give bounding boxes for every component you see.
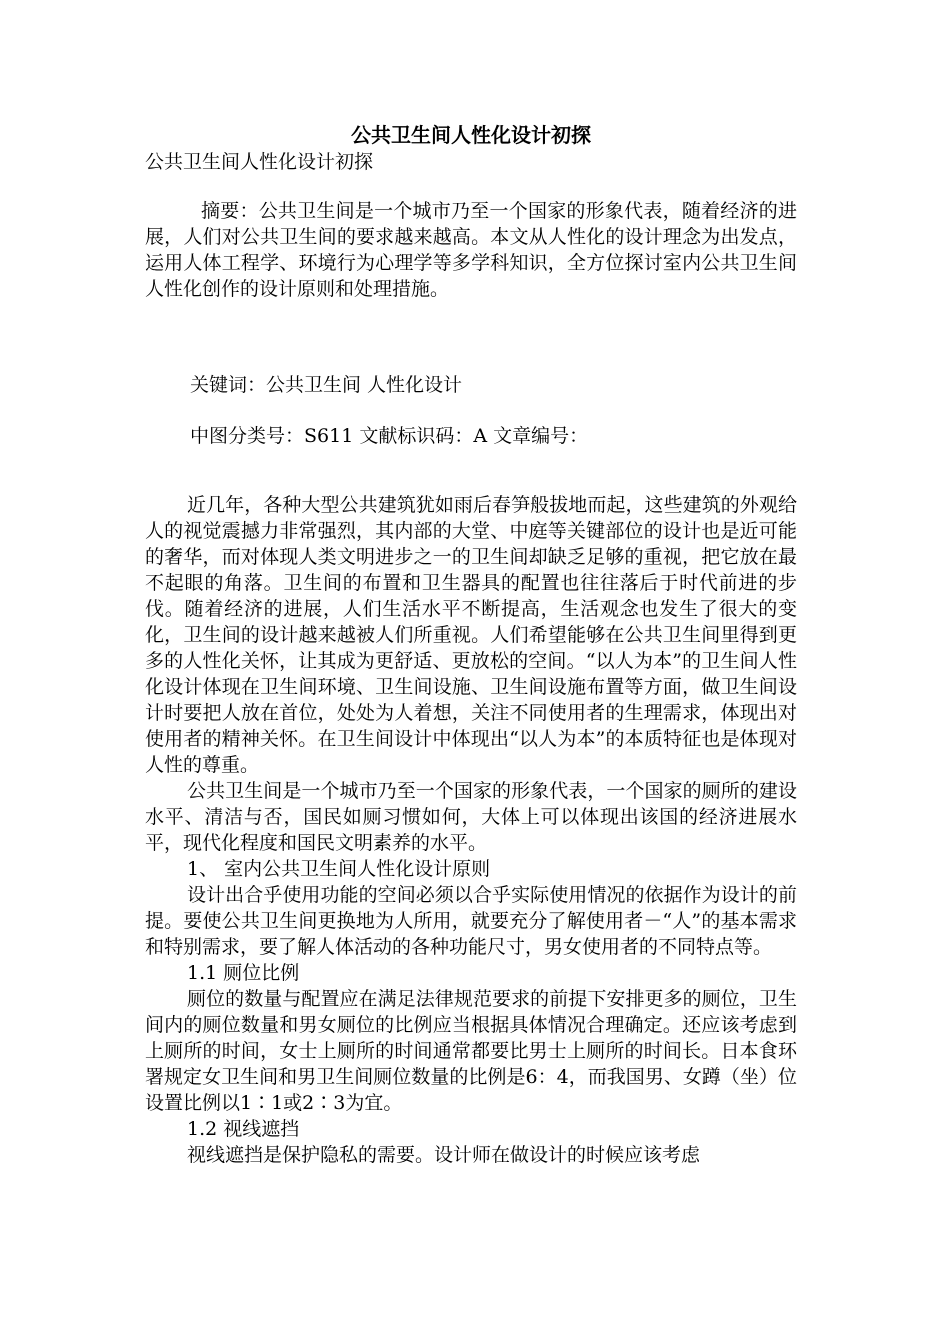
abstract-paragraph: 摘要：公共卫生间是一个城市乃至一个国家的形象代表，随着经济的进展，人们对公共卫生间的要求越来越高。本文从人性化的设计理念为出发点，运用人体工程学、环境行为心理学等多学科知识，全方位探讨室内公共卫生间人性化创作的设计原则和处理措施。 xyxy=(145,200,797,300)
section-heading-1-1: 1.1 厕位比例 xyxy=(187,962,300,984)
body-paragraph-1: 近几年，各种大型公共建筑犹如雨后春笋般拔地而起，这些建筑的外观给人的视觉震撼力非常强烈，其内部的大堂、中庭等关键部位的设计也是近可能的奢华，而对体现人类文明进步之一的卫生间却缺乏足够的重视，把它放在最不起眼的角落。卫生间的布置和卫生器具的配置也往往落后于时代前进的步伐。随着经济的进展，人们生活水平不断提高，生活观念也发生了很大的变化，卫生间的设计越来越被人们所重视。人们希望能够在公共卫生间里得到更多的人性化关怀，让其成为更舒适、更放松的空间。“以人为本”的卫生间人性化设计体现在卫生间环境、卫生间设施、卫生间设施布置等方面，做卫生间设计时要把人放在首位，处处为人着想，关注不同使用者的生理需求，体现出对使用者的精神关怀。在卫生间设计中体现出“以人为本”的本质特征也是体现对人性的尊重。 xyxy=(145,494,797,776)
body-paragraph-5: 视线遮挡是保护隐私的需要。设计师在做设计的时候应该考虑 xyxy=(187,1144,701,1166)
body-paragraph-2: 公共卫生间是一个城市乃至一个国家的形象代表，一个国家的厕所的建设水平、清洁与否，国民如厕习惯如何，大体上可以体现出该国的经济进展水平，现代化程度和国民文明素养的水平。 xyxy=(145,780,797,854)
document-subtitle: 公共卫生间人性化设计初探 xyxy=(145,151,374,173)
section-heading-1: 1、 室内公共卫生间人性化设计原则 xyxy=(187,858,491,880)
body-paragraph-3: 设计出合乎使用功能的空间必须以合乎实际使用情况的依据作为设计的前提。要使公共卫生间更换地为人所用，就要充分了解使用者－“人”的基本需求和特别需求，要了解人体活动的各种功能尺寸，男女使用者的不同特点等。 xyxy=(145,884,797,958)
body-paragraph-4: 厕位的数量与配置应在满足法律规范要求的前提下安排更多的厕位，卫生间内的厕位数量和男女厕位的比例应当根据具体情况合理确定。还应该考虑到上厕所的时间，女士上厕所的时间通常都要比男士上厕所的时间长。日本食环署规定女卫生间和男卫生间厕位数量的比例是6：4，而我国男、女蹲（坐）位设置比例以1∶1或2∶3为宜。 xyxy=(145,988,797,1114)
classification-line: 中图分类号：S611 文献标识码：A 文章编号： xyxy=(190,425,589,447)
body-text xyxy=(145,492,797,1168)
document-title: 公共卫生间人性化设计初探 xyxy=(351,123,591,147)
keywords-line: 关键词：公共卫生间 人性化设计 xyxy=(190,374,463,396)
section-heading-1-2: 1.2 视线遮挡 xyxy=(187,1118,300,1140)
